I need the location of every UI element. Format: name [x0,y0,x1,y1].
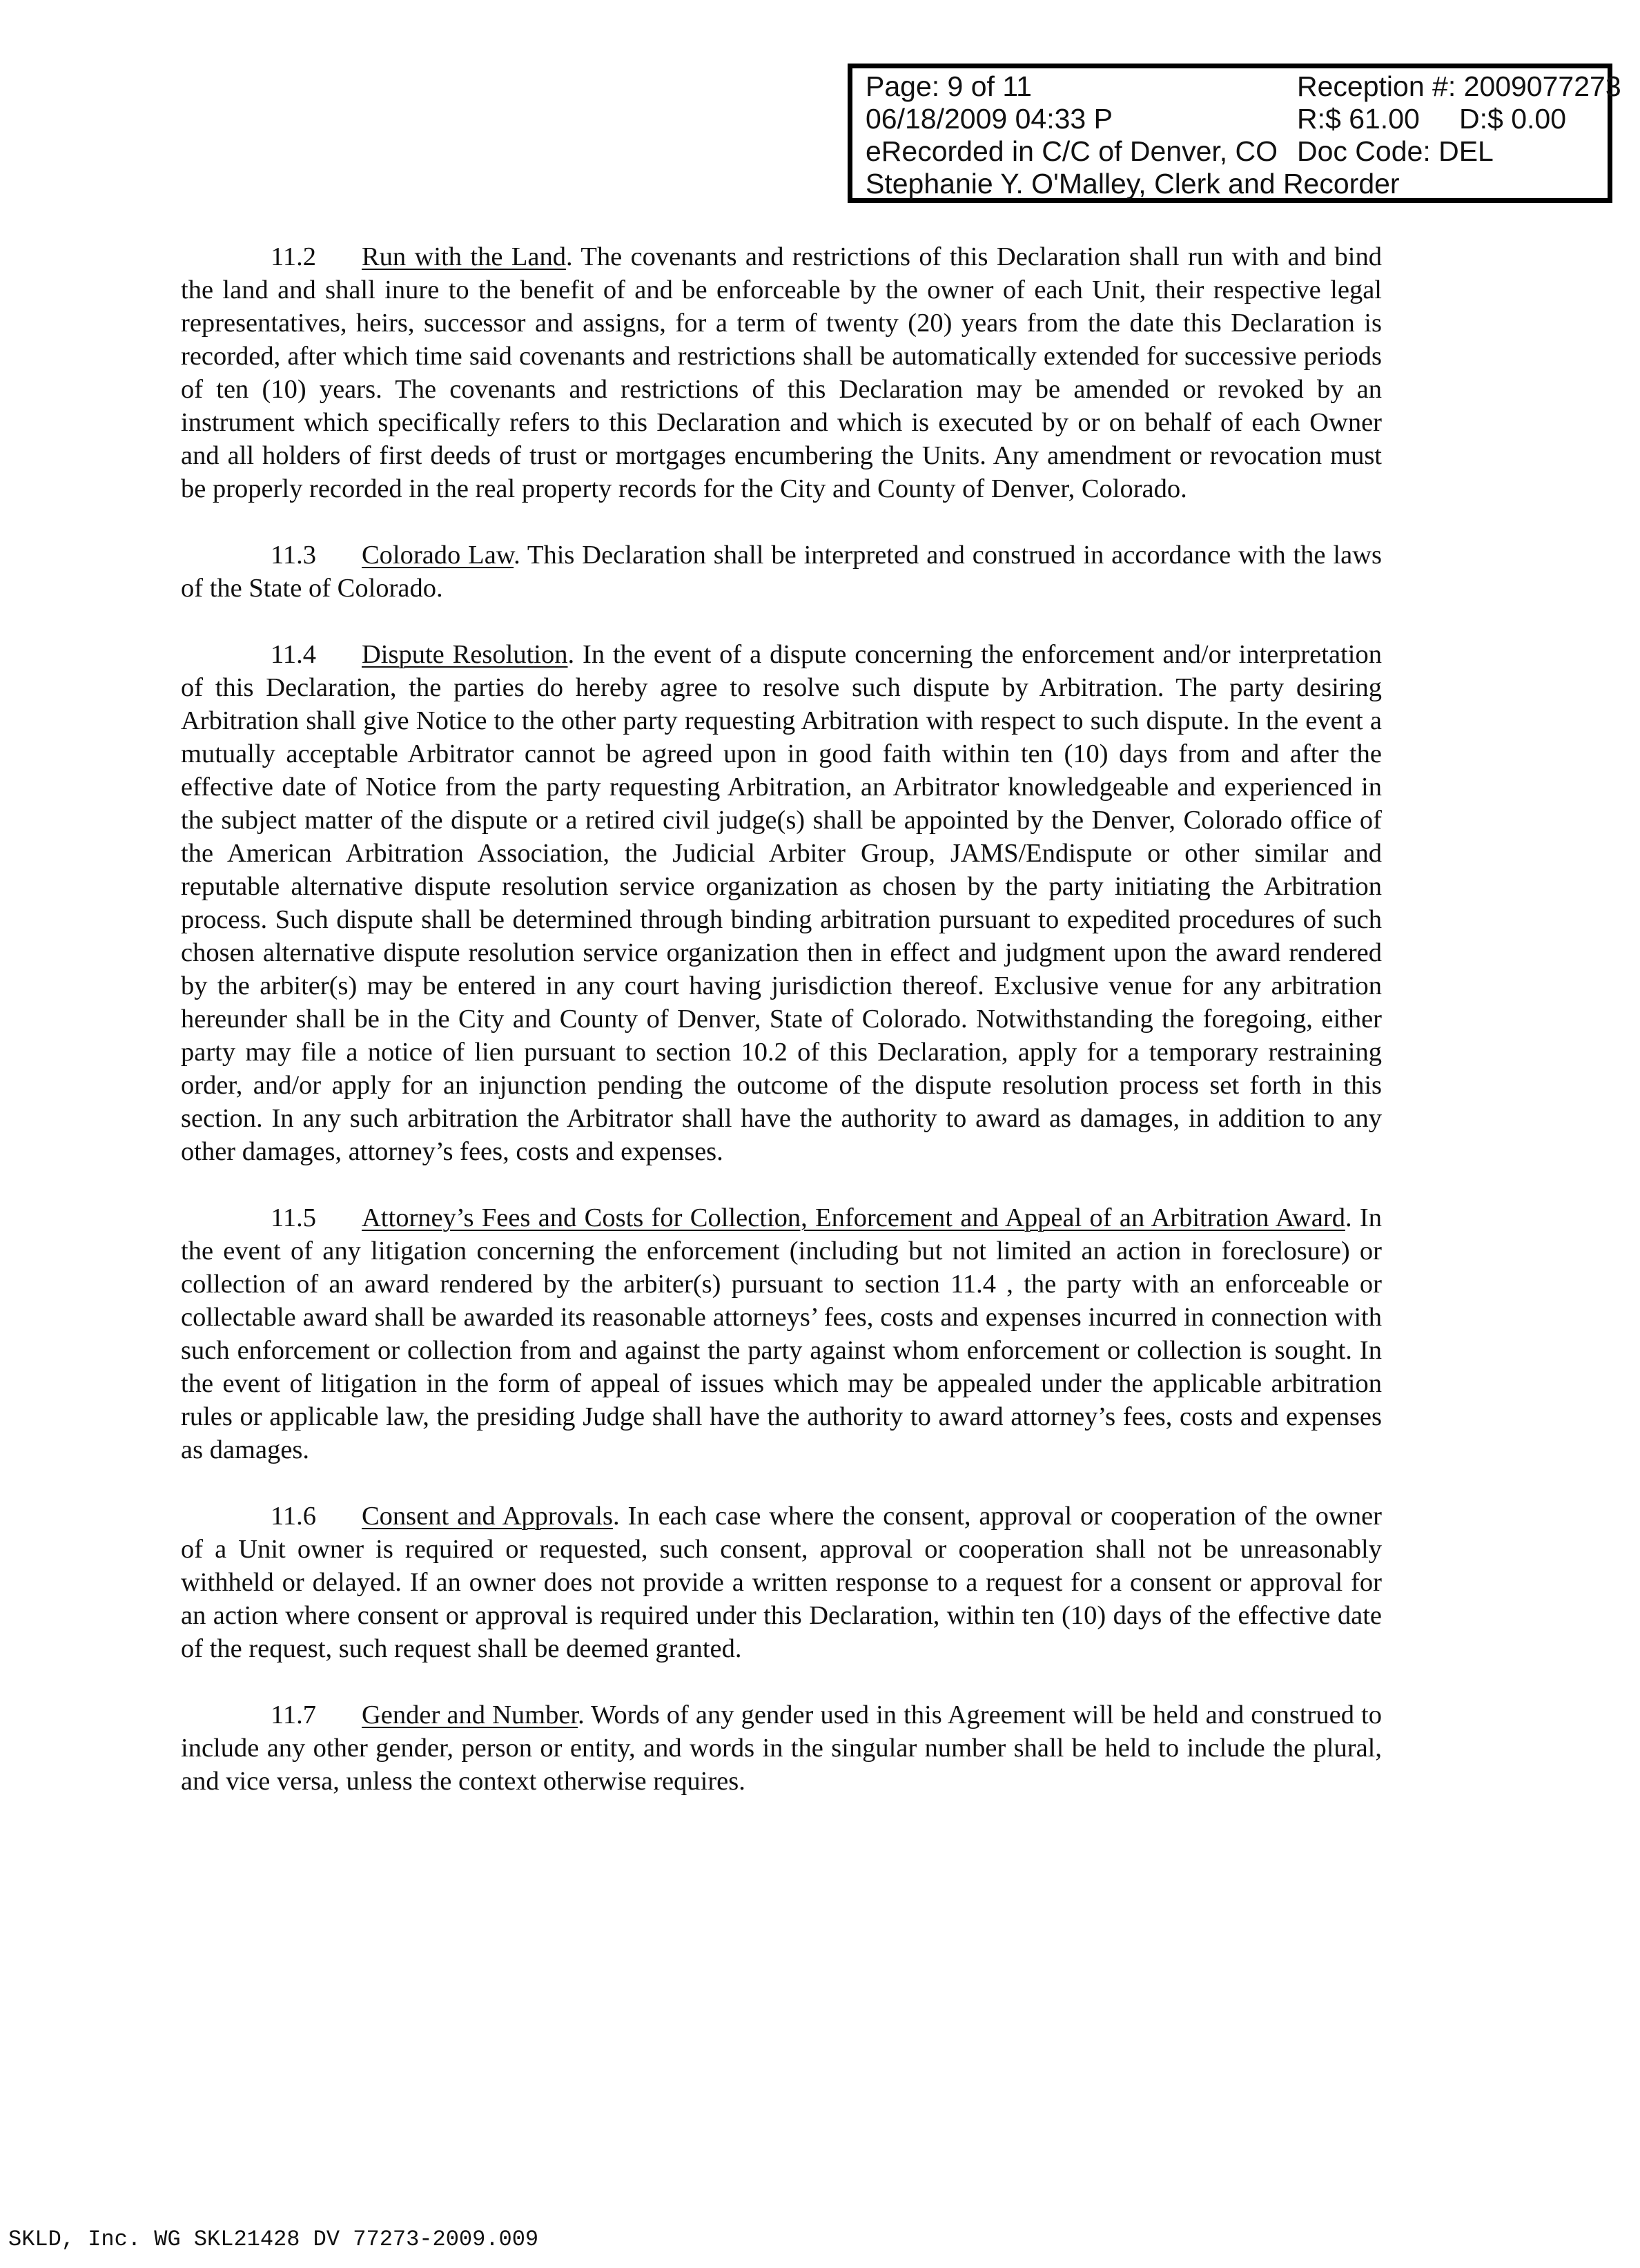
section-heading: Dispute Resolution [362,640,568,669]
stamp-doc-fee: D:$ 0.00 [1459,103,1566,135]
section-number: 11.5 [271,1203,316,1232]
stamp-erecorded: eRecorded in C/C of Denver, CO [866,135,1278,167]
footer-reference: SKLD, Inc. WG SKL21428 DV 77273-2009.009 [8,2227,539,2252]
stamp-recording-fee: R:$ 61.00 [1297,103,1420,135]
recording-stamp [848,64,1621,203]
section-body: . In the event of any litigation concerning the enforcement (including but not limited an action in foreclosure) or collection of an award rendered by the arbiter(s) pursuant to section 11.4 , the party with an enforceable or collectable award shall be awarded its reasonable attorneys’ fees, costs and expenses incurred in connection with such enforcement or collection from and against the party against whom enforcement or collection is sought. In the event of litigation in the form of appeal of issues which may be appealed under the applicable arbitration rules or applicable law, the presiding Judge shall have the authority to award attorney’s fees, costs and expenses as damages. [181,1203,1382,1464]
stamp-page: Page: 9 of 11 [866,70,1032,102]
section-number: 11.3 [271,541,316,570]
stamp-row-1 [866,70,1621,103]
stamp-row-4 [866,168,1608,200]
section-11-5 [181,1201,1382,1466]
section-body: . Words of any gender used in this Agreement will be held and construed to include any other gender, person or entity, and words in the singular number shall be held to include the plural, and vice versa, unless the context otherwise requires. [181,1700,1382,1796]
section-11-4 [181,638,1382,1168]
section-heading: Gender and Number [362,1700,578,1729]
section-number: 11.7 [271,1700,316,1729]
stamp-clerk: Stephanie Y. O'Malley, Clerk and Recorder [866,168,1400,200]
section-heading: Consent and Approvals [362,1502,613,1531]
stamp-row-2 [866,103,1608,135]
stamp-reception: Reception #: 2009077273 [1297,70,1621,102]
stamp-doc-code: Doc Code: DEL [1297,135,1494,167]
section-11-3 [181,539,1382,605]
document-body [181,240,1382,1831]
section-11-7 [181,1698,1382,1798]
section-body: . In each case where the consent, approval or cooperation of the owner of a Unit owner is required or requested, such consent, approval or cooperation shall not be unreasonably withheld or delayed. If an owner does not provide a written response to a request for a consent or approval for an action where consent or approval is required under this Declaration, within ten (10) days of the effective date of the request, such request shall be deemed granted. [181,1502,1382,1663]
stamp-datetime: 06/18/2009 04:33 P [866,103,1113,135]
section-number: 11.6 [271,1502,316,1531]
stamp-row-3 [866,135,1608,168]
section-11-2 [181,240,1382,505]
section-heading: Run with the Land [362,242,566,271]
section-body: . The covenants and restrictions of this Declaration shall run with and bind the land and shall inure to the benefit of and be enforceable by the owner of each Unit, their respective legal representatives, heirs, successor and assigns, for a term of twenty (20) years from the date this Declaration is recorded, after which time said covenants and restrictions shall be automatically extended for successive periods of ten (10) years. The covenants and restrictions of this Declaration may be amended or revoked by an instrument which specifically refers to this Declaration and which is executed by or on behalf of each Owner and all holders of first deeds of trust or mortgages encumbering the Units. Any amendment or revocation must be properly recorded in the real property records for the City and County of Denver, Colorado. [181,242,1382,503]
section-heading: Attorney’s Fees and Costs for Collection, Enforcement and Appeal of an Arbitration Award [362,1203,1345,1232]
section-number: 11.4 [271,640,316,669]
section-11-6 [181,1500,1382,1665]
section-body: . In the event of a dispute concerning the enforcement and/or interpretation of this Declaration, the parties do hereby agree to resolve such dispute by Arbitration. The party desiring Arbitration shall give Notice to the other party requesting Arbitration with respect to such dispute. In the event a mutually acceptable Arbitrator cannot be agreed upon in good faith within ten (10) days from and after the effective date of Notice from the party requesting Arbitration, an Arbitrator knowledgeable and experienced in the subject matter of the dispute or a retired civil judge(s) shall be appointed by the Denver, Colorado office of the American Arbitration Association, the Judicial Arbiter Group, JAMS/Endispute or other similar and reputable alternative dispute resolution service organization as chosen by the party initiating the Arbitration process. Such dispute shall be determined through binding arbitration pursuant to expedited procedures of such chosen alternative dispute resolution service organization then in effect and judgment upon the award rendered by the arbiter(s) may be entered in any court having jurisdiction thereof. Exclusive venue for any arbitration hereunder shall be in the City and County of Denver, State of Colorado. Notwithstanding the foregoing, either party may file a notice of lien pursuant to section 10.2 of this Declaration, apply for a temporary restraining order, and/or apply for an injunction pending the outcome of the dispute resolution process set forth in this section. In any such arbitration the Arbitrator shall have the authority to award as damages, in addition to any other damages, attorney’s fees, costs and expenses. [181,640,1382,1166]
section-body: . This Declaration shall be interpreted and construed in accordance with the laws of the State of Colorado. [181,541,1382,603]
section-number: 11.2 [271,242,316,271]
section-heading: Colorado Law [362,541,514,570]
